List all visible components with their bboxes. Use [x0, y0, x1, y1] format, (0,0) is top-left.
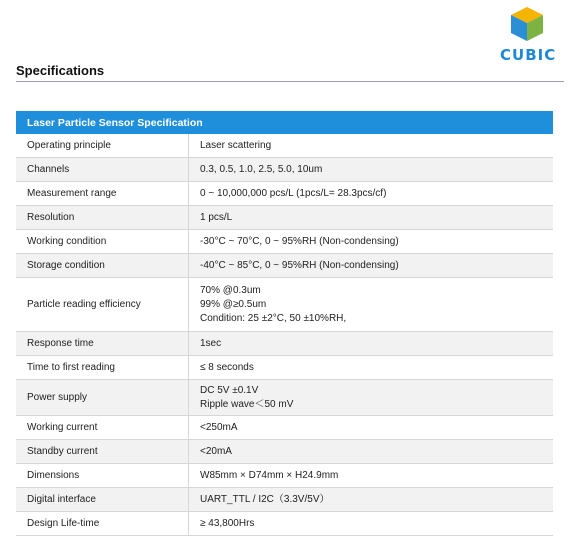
- spec-value-line: 0.3, 0.5, 1.0, 2.5, 5.0, 10um: [200, 163, 323, 175]
- spec-label: Storage condition: [16, 254, 189, 278]
- spec-value-line: ≤ 8 seconds: [200, 361, 254, 373]
- table-row: [16, 182, 553, 206]
- spec-value-line: Condition: 25 ±2°C, 50 ±10%RH,: [200, 312, 347, 324]
- spec-value: [189, 512, 554, 536]
- spec-value: [189, 464, 554, 488]
- spec-value: [189, 230, 554, 254]
- spec-value: [189, 488, 554, 512]
- spec-label: Working current: [16, 416, 189, 440]
- spec-label: Measurement range: [16, 182, 189, 206]
- spec-label: Operating principle: [16, 134, 189, 158]
- spec-label: Dimensions: [16, 464, 189, 488]
- table-row: [16, 278, 553, 332]
- spec-value-line: Ripple wave＜50 mV: [200, 398, 294, 410]
- spec-label: Standby current: [16, 440, 189, 464]
- spec-label: Channels: [16, 158, 189, 182]
- spec-value-line: -40°C ~ 85°C, 0 ~ 95%RH (Non-condensing): [200, 259, 399, 271]
- spec-value-line: 1 pcs/L: [200, 211, 233, 223]
- spec-value: [189, 278, 554, 332]
- spec-label: Resolution: [16, 206, 189, 230]
- table-row: [16, 380, 553, 416]
- table-row: [16, 416, 553, 440]
- spec-value: [189, 254, 554, 278]
- spec-value: [189, 206, 554, 230]
- table-header: Laser Particle Sensor Specification: [16, 111, 553, 134]
- cubic-logo: [496, 6, 560, 66]
- spec-value-line: <20mA: [200, 445, 232, 457]
- table-row: [16, 134, 553, 158]
- spec-value-line: 1sec: [200, 337, 222, 349]
- spec-value-line: UART_TTL / I2C（3.3V/5V）: [200, 493, 330, 505]
- spec-table: [16, 111, 553, 536]
- spec-label: Design Life-time: [16, 512, 189, 536]
- logo-text: CUBIC: [500, 46, 557, 64]
- table-row: [16, 356, 553, 380]
- spec-value: [189, 440, 554, 464]
- table-row: [16, 332, 553, 356]
- table-row: [16, 230, 553, 254]
- page-title: Specifications: [16, 63, 105, 78]
- spec-value-line: W85mm × D74mm × H24.9mm: [200, 469, 339, 481]
- spec-value-line: 70% @0.3um: [200, 284, 261, 296]
- spec-label: Digital interface: [16, 488, 189, 512]
- spec-label: Response time: [16, 332, 189, 356]
- table-row: [16, 512, 553, 536]
- spec-label: Particle reading efficiency: [16, 278, 189, 332]
- spec-value-line: 99% @≥0.5um: [200, 298, 267, 310]
- cube-icon: [510, 6, 544, 42]
- spec-value-line: DC 5V ±0.1V: [200, 384, 259, 396]
- spec-label: Power supply: [16, 380, 189, 416]
- table-row: [16, 440, 553, 464]
- spec-value-line: ≥ 43,800Hrs: [200, 517, 255, 529]
- spec-value: [189, 134, 554, 158]
- spec-value-line: <250mA: [200, 421, 238, 433]
- spec-label: Working condition: [16, 230, 189, 254]
- spec-value: [189, 356, 554, 380]
- spec-value-line: -30°C ~ 70°C, 0 ~ 95%RH (Non-condensing): [200, 235, 399, 247]
- spec-value: [189, 416, 554, 440]
- table-row: [16, 464, 553, 488]
- spec-value: [189, 332, 554, 356]
- spec-value: [189, 158, 554, 182]
- table-row: [16, 206, 553, 230]
- spec-value: [189, 182, 554, 206]
- spec-label: Time to first reading: [16, 356, 189, 380]
- table-row: [16, 158, 553, 182]
- spec-value: [189, 380, 554, 416]
- spec-value-line: 0 ~ 10,000,000 pcs/L (1pcs/L= 28.3pcs/cf): [200, 187, 387, 199]
- spec-value-line: Laser scattering: [200, 139, 272, 151]
- table-row: [16, 488, 553, 512]
- title-divider: [16, 81, 564, 82]
- table-row: [16, 254, 553, 278]
